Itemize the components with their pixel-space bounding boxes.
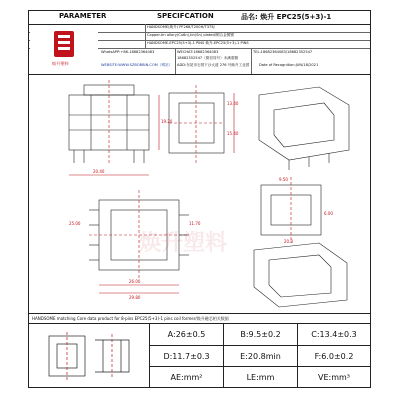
row-value: HANDSOME-EPC25(5+3)-1 PINS 焕升-EPC25(5+3)-1 PINS — [147, 41, 249, 45]
core-diagram — [39, 328, 139, 384]
dim-label: 25.00 — [69, 221, 81, 226]
core-param-f: F:6.0±0.2 — [297, 345, 370, 366]
dim-label: 9.50 — [279, 177, 288, 182]
technical-drawing — [29, 75, 370, 313]
core-param-b: B:9.5±0.2 — [223, 323, 297, 345]
core-param-le: LE:mm — [223, 366, 297, 387]
dim-label: 13.40 — [227, 101, 239, 106]
row-value: Copper-tin allory(Cu6n),tin(Sn) plated/铜合金镀锡 — [147, 33, 234, 37]
logo-caption: 焕升塑料 — [52, 61, 69, 66]
dim-label: 19.20 — [161, 119, 173, 124]
dim-label: 20.40 — [93, 169, 105, 174]
recognition-date: Date of Recognition:JUN/18/2021 — [259, 63, 319, 67]
address-text: ADD:东莞市石排下沙大道 276 号焕升工业园 — [177, 63, 250, 67]
core-param-a: A:26±0.5 — [149, 323, 223, 345]
core-data-table — [29, 323, 370, 387]
dim-label: 6.00 — [324, 211, 333, 216]
product-name: 品名: 焕升 EPC25(5+3)-1 — [241, 13, 332, 21]
parameter-heading: PARAMETER — [59, 12, 107, 20]
core-param-c: C:13.4±0.3 — [297, 323, 370, 345]
wechat-text: WECHAT:18682364083 — [177, 50, 219, 54]
logo-area — [30, 25, 98, 73]
watermark: 焕升塑料 — [139, 231, 228, 256]
core-drawing-cell — [29, 323, 149, 387]
dim-label: 26.00 — [129, 279, 141, 284]
row-value: HANDSOME(焕升) PF268/T200H/T375J — [147, 25, 215, 29]
tel-text: TEL:18682364083/18682352547 — [253, 50, 313, 54]
website-link[interactable]: WEBSITE:WWW.SZBOBBIN.COM（网站） — [101, 63, 173, 67]
dim-label: 15.40 — [227, 131, 239, 136]
dim-label: 20.8 — [284, 239, 293, 244]
core-param-ae: AE:mm² — [149, 366, 223, 387]
specification-heading: SPECIFCATION — [157, 12, 214, 20]
whatsapp-text: WhatsAPP:+86-18682364083 — [101, 50, 155, 54]
dim-label: 11.70 — [189, 221, 201, 226]
sheet-header — [29, 11, 370, 25]
dim-label: 29.80 — [129, 295, 141, 300]
core-param-e: E:20.8min — [223, 345, 297, 366]
core-param-ve: VE:mm³ — [297, 366, 370, 387]
spec-sheet — [28, 10, 371, 388]
core-data-caption: HANDSOME matching Core data product for 8-pins EPC25(5+3)-1 pins coil former/焕升磁芯相关数据 — [32, 316, 229, 321]
wechat-text-2: 18682352547（微信同号）未满需额 — [177, 56, 239, 60]
core-param-d: D:11.7±0.3 — [149, 345, 223, 366]
